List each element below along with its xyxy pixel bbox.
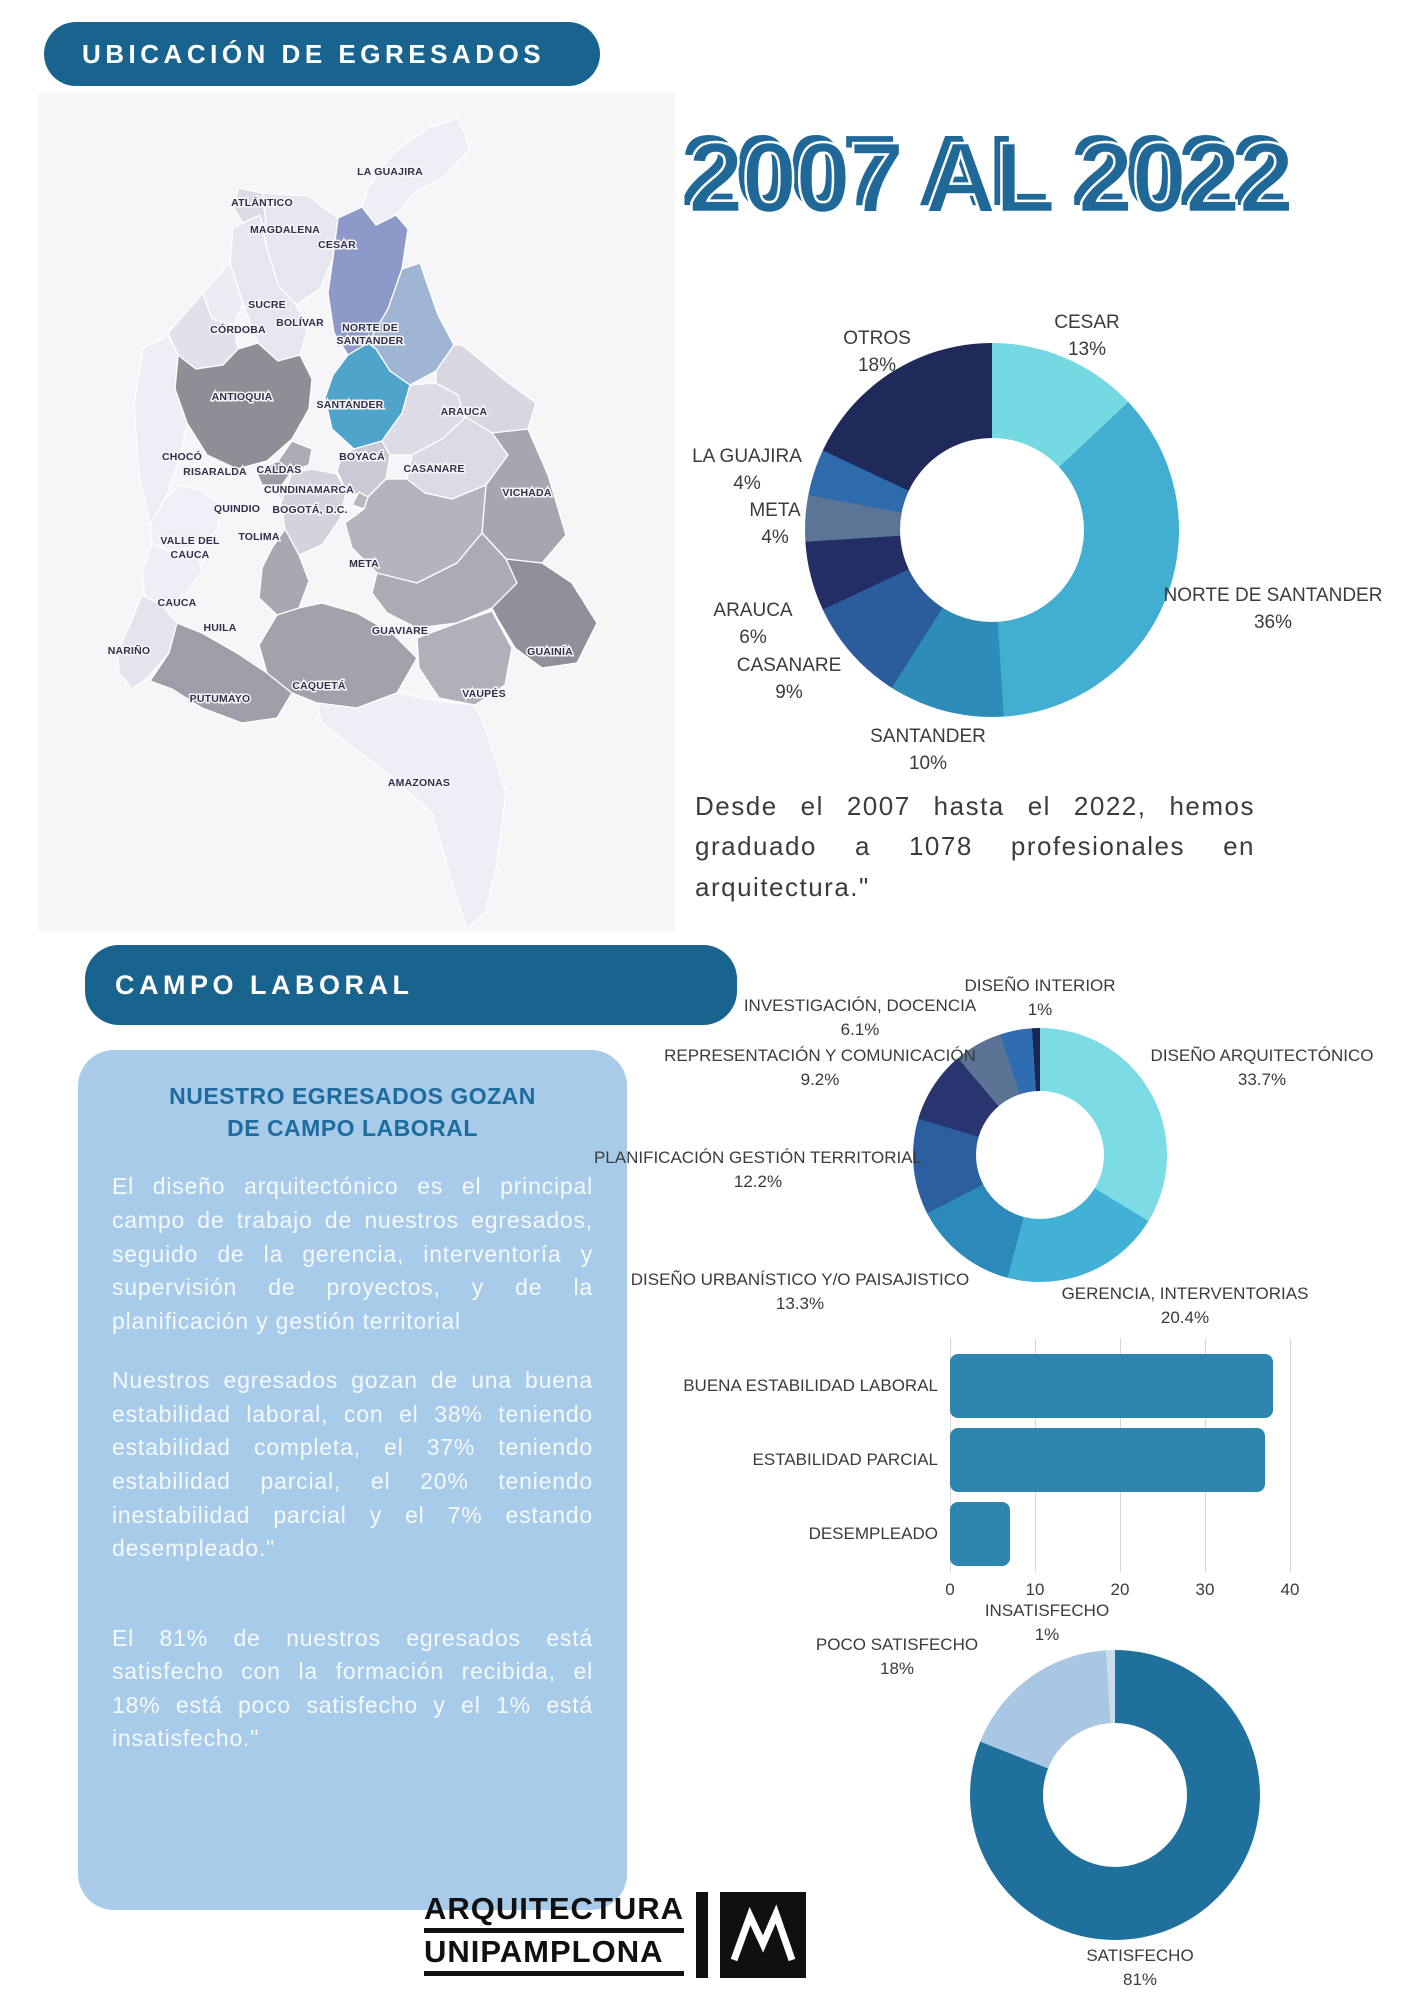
section-banner-campo-laboral — [85, 945, 737, 1025]
footer-logo — [424, 1892, 806, 1978]
map-label: CAQUETÁ — [292, 680, 346, 692]
donut2-label-investigacion-docencia: INVESTIGACIÓN, DOCENCIA 6.1% — [743, 996, 977, 1039]
donut3-label-insatisfecho: INSATISFECHO 1% — [984, 1601, 1110, 1644]
bar-estabilidad-parcial — [950, 1428, 1265, 1492]
map-label: QUINDIO — [213, 503, 261, 515]
map-label: CÓRDOBA — [210, 324, 266, 336]
map-label: TOLIMA — [238, 531, 280, 543]
map-label: SANTANDER — [316, 399, 384, 411]
footer-logo-text — [424, 1892, 684, 1978]
map-label: CUNDINAMARCA — [264, 484, 354, 496]
map-label: CAUCA — [170, 549, 210, 561]
bar-axis-tick: 40 — [1280, 1580, 1300, 1599]
donut-chart-ubicacion — [805, 343, 1179, 717]
donut1-label-meta: META 4% — [749, 500, 801, 548]
colombia-map — [38, 93, 675, 931]
map-label: VAUPÉS — [462, 688, 506, 700]
footer-logo-line1: ARQUITECTURA — [424, 1891, 684, 1926]
panel-paragraph-1: El diseño arquitectónico es el principal campo de trabajo de nuestros egresados, seguido de la gerencia, interventoría y supervisión de proyectos, y de la planificación y gestión territorial — [112, 1173, 593, 1334]
panel-paragraph-3: El 81% de nuestros egresados está satisfecho con la formación recibida, el 18% está poco satisfecho y el 1% está insatisfecho." — [112, 1624, 593, 1752]
intro-text: Desde el 2007 hasta el 2022, hemos graduado a 1078 profesionales en arquitectura." — [695, 791, 1255, 902]
banner-title: CAMPO LABORAL — [115, 969, 414, 1000]
map-label: VALLE DEL — [160, 535, 220, 547]
donut1-label-norte-de-santander: NORTE DE SANTANDER 36% — [1163, 585, 1383, 633]
donut2-label-diseno-interior: DISEÑO INTERIOR 1% — [964, 976, 1116, 1019]
map-label: VICHADA — [502, 487, 552, 499]
map-label: HUILA — [203, 622, 237, 634]
colombia-map-svg — [38, 93, 675, 931]
footer-logo-rule — [424, 1971, 684, 1976]
donut1-label-santander: SANTANDER 10% — [870, 726, 986, 774]
bar-axis-tick: 10 — [1025, 1580, 1045, 1599]
donut2-label-diseno-arquitectonico: DISEÑO ARQUITECTÓNICO 33.7% — [1150, 1046, 1374, 1089]
map-label: RISARALDA — [183, 466, 247, 478]
map-label: NORTE DE — [342, 322, 398, 334]
map-label: GUAVIARE — [371, 625, 429, 637]
footer-logo-bar-icon — [696, 1892, 708, 1978]
map-label: CALDAS — [256, 464, 302, 476]
panel-heading: NUESTRO EGRESADOS GOZAN DE CAMPO LABORAL — [169, 1083, 536, 1142]
map-label: CASANARE — [403, 463, 465, 475]
map-label: AMAZONAS — [387, 777, 451, 789]
bar-axis-tick: 20 — [1110, 1580, 1130, 1599]
bar-label-desempleado: DESEMPLEADO — [808, 1524, 938, 1543]
donut1-label-casanare: CASANARE 9% — [736, 655, 842, 703]
bar-label-buena-estabilidad: BUENA ESTABILIDAD LABORAL — [683, 1376, 938, 1395]
donut1-label-arauca: ARAUCA 6% — [713, 600, 793, 648]
section-banner-ubicacion — [44, 22, 600, 86]
map-label: BOLÍVAR — [276, 317, 324, 329]
map-regions — [118, 118, 597, 929]
donut2-label-representacion-comunicacion: REPRESENTACIÓN Y COMUNICACIÓN 9.2% — [664, 1046, 976, 1089]
map-label: SANTANDER — [336, 335, 404, 347]
map-label: ARAUCA — [440, 406, 488, 418]
map-label: CHOCÓ — [161, 451, 203, 463]
donut2-label-planificacion-gestion: PLANIFICACIÓN GESTIÓN TERRITORIAL 12.2% — [593, 1148, 923, 1191]
footer-logo-rule — [424, 1928, 684, 1933]
bar-axis-tick: 0 — [945, 1580, 955, 1599]
campo-laboral-panel — [78, 1050, 627, 1910]
donut2-label-diseno-urbanistico: DISEÑO URBANÍSTICO Y/O PAISAJISTICO 13.3% — [630, 1270, 970, 1313]
panel-paragraph-2: Nuestros egresados gozan de una buena estabilidad laboral, con el 38% teniendo estabilidad completa, el 37% teniendo estabilidad parcial, el 20% teniendo inestabilidad parcial y el 7% estando desempleado." — [112, 1367, 593, 1562]
map-label: BOGOTÁ, D.C. — [272, 504, 348, 516]
map-label: META — [349, 558, 379, 570]
donut1-label-otros: OTROS 18% — [843, 328, 911, 376]
map-label: CESAR — [318, 239, 356, 251]
bar-desempleado — [950, 1502, 1010, 1566]
map-label: GUAINÍA — [527, 646, 573, 658]
donut3-label-poco-satisfecho: POCO SATISFECHO 18% — [815, 1635, 979, 1678]
map-label: ATLÁNTICO — [231, 197, 293, 209]
footer-logo-line2: UNIPAMPLONA — [424, 1934, 664, 1970]
map-label: SUCRE — [248, 299, 286, 311]
banner-title: UBICACIÓN DE EGRESADOS — [82, 38, 546, 69]
bar-axis-tick: 30 — [1195, 1580, 1215, 1599]
bar-buena-estabilidad — [950, 1354, 1273, 1418]
donut3-label-satisfecho: SATISFECHO 81% — [1086, 1946, 1194, 1989]
map-label: ANTIOQUIA — [211, 391, 273, 403]
page-title-period: 2007 AL 2022 — [688, 122, 1293, 234]
donut1-label-cesar: CESAR 13% — [1054, 312, 1120, 360]
map-label: MAGDALENA — [249, 224, 321, 236]
map-label: CAUCA — [157, 597, 197, 609]
map-label: LA GUAJIRA — [357, 166, 423, 178]
map-label: BOYACÁ — [339, 451, 385, 463]
map-label: NARIÑO — [107, 645, 151, 657]
bar-label-estabilidad-parcial: ESTABILIDAD PARCIAL — [752, 1450, 938, 1469]
map-label: PUTUMAYO — [189, 693, 251, 705]
donut2-label-gerencia-interventorias: GERENCIA, INTERVENTORIAS 20.4% — [1061, 1284, 1309, 1327]
donut-chart-satisfaccion — [970, 1650, 1260, 1940]
donut1-label-la-guajira: LA GUAJIRA 4% — [692, 446, 802, 494]
map-region-amazonas — [317, 693, 506, 929]
footer-logo-mark-icon — [720, 1892, 806, 1978]
